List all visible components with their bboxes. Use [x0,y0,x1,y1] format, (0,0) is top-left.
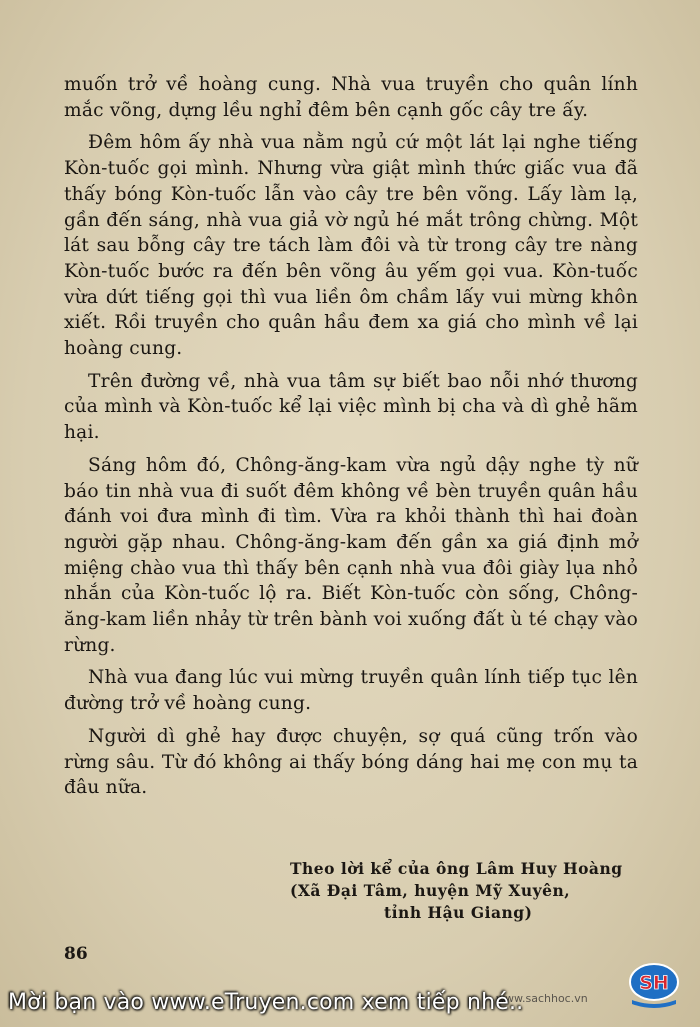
credit-line-1: Theo lời kể của ông Lâm Huy Hoàng [290,859,623,878]
body-text [64,72,638,808]
credit-line-2: (Xã Đại Tâm, huyện Mỹ Xuyên, [290,881,571,900]
promo-banner[interactable]: Mời bạn vào www.eTruyen.com xem tiếp nhé.. [8,990,524,1015]
paragraph-2: Đêm hôm ấy nhà vua nằm ngủ cứ một lát lại nghe tiếng Kòn-tuốc gọi mình. Nhưng vừa giật mình thức giấc vua đã thấy bóng Kòn-tuốc lẫn vào cây tre bên võng. Lấy làm lạ, gần đến sáng, nhà vua giả vờ ngủ hé mắt trông chừng. Một lát sau bỗng cây tre tách làm đôi và từ trong cây tre nàng Kòn-tuốc bước ra đến bên võng âu yếm gọi vua. Kòn-tuốc vừa dứt tiếng gọi thì vua liền ôm chầm lấy vui mừng khôn xiết. Rồi truyền cho quân hầu đem xa giá cho mình về lại hoàng cung. [64,132,638,360]
paragraph-3: Trên đường về, nhà vua tâm sự biết bao nỗi nhớ thương của mình và Kòn-tuốc kể lại việc mình bị cha và dì ghẻ hãm hại. [64,370,638,444]
publisher-logo-icon [626,962,682,1008]
logo-text: SH [639,972,669,994]
credit-line-3: tỉnh Hậu Giang) [384,903,533,922]
paragraph-4: Sáng hôm đó, Chông-ăng-kam vừa ngủ dậy nghe tỳ nữ báo tin nhà vua đi suốt đêm không về bèn truyền quân hầu đánh voi đưa mình đi tìm. Vừa ra khỏi thành thì hai đoàn người gặp nhau. Chông-ăng-kam đến gần xa giá định mở miệng chào vua thì thấy bên cạnh nhà vua đôi giày lụa nhỏ nhắn của Kòn-tuốc lộ ra. Biết Kòn-tuốc còn sống, Chông-ăng-kam liền nhảy từ trên bành voi xuống đất ù té chạy vào rừng. [64,454,638,656]
paragraph-1: muốn trở về hoàng cung. Nhà vua truyền cho quân lính mắc võng, dựng lều nghỉ đêm bên cạnh gốc cây tre ấy. [64,74,638,121]
story-credit [290,858,640,924]
page-number: 86 [64,944,88,964]
paragraph-5: Nhà vua đang lúc vui mừng truyền quân lính tiếp tục lên đường trở về hoàng cung. [64,667,638,715]
paragraph-6: Người dì ghẻ hay được chuyện, sợ quá cũng trốn vào rừng sâu. Từ đó không ai thấy bóng dáng hai mẹ con mụ ta đâu nữa. [64,725,638,799]
watermark-url: www.sachhoc.vn [496,992,588,1005]
